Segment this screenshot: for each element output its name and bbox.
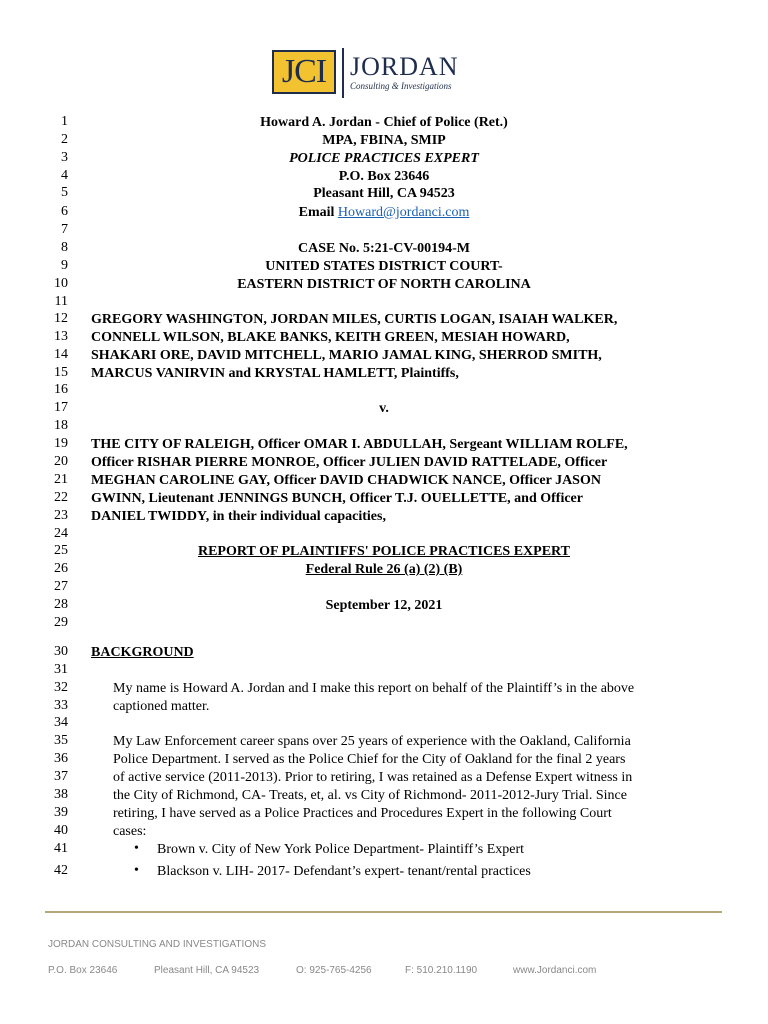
logo-tagline: Consulting & Investigations: [350, 81, 452, 91]
line-number: 11: [54, 294, 68, 309]
paragraph-line: of active service (2011-2013). Prior to retiring, I was retained as a Defense Expert witness in: [113, 770, 633, 785]
line-number: 26: [54, 561, 68, 576]
report-title: REPORT OF PLAINTIFFS' POLICE PRACTICES EXPERT: [197, 544, 570, 559]
line-number: 15: [54, 365, 68, 380]
case-number: CASE No. 5:21-CV-00194-M: [298, 241, 470, 256]
paragraph-line: My Law Enforcement career spans over 25 years of experience with the Oakland, California: [113, 734, 631, 749]
bullet-icon: •: [134, 863, 139, 878]
line-number: 21: [54, 472, 68, 487]
line-number: 35: [54, 733, 68, 748]
logo-name: JORDAN: [350, 52, 459, 81]
plaintiffs-line: CONNELL WILSON, BLAKE BANKS, KEITH GREEN, MESIAH HOWARD,: [91, 330, 570, 345]
line-number: 1: [61, 114, 68, 129]
line-number: 18: [54, 418, 68, 433]
logo-divider: [342, 48, 344, 98]
defendants-line: GWINN, Lieutenant JENNINGS BUNCH, Officer T.J. OUELLETTE, and Officer: [91, 491, 583, 506]
line-number: 32: [54, 680, 68, 695]
line-number: 3: [61, 150, 68, 165]
defendants-line: DANIEL TWIDDY, in their individual capacities,: [91, 509, 386, 524]
paragraph-line: cases:: [113, 824, 147, 839]
email-link[interactable]: Howard@jordanci.com: [337, 205, 470, 220]
line-number: 28: [54, 597, 68, 612]
line-number: 37: [54, 769, 68, 784]
line-number: 5: [61, 185, 68, 200]
footer-divider: [45, 911, 722, 913]
paragraph-line: captioned matter.: [113, 699, 210, 714]
line-number: 38: [54, 787, 68, 802]
line-number: 25: [54, 543, 68, 558]
report-rule: Federal Rule 26 (a) (2) (B): [305, 562, 463, 577]
footer-website: www.Jordanci.com: [513, 965, 597, 976]
line-number: 14: [54, 347, 68, 362]
line-number: 4: [61, 168, 68, 183]
court-district: EASTERN DISTRICT OF NORTH CAROLINA: [237, 277, 531, 292]
line-number: 8: [61, 240, 68, 255]
report-date: September 12, 2021: [325, 598, 443, 613]
versus: v.: [379, 401, 389, 416]
line-number: 31: [54, 662, 68, 677]
email-label: Email: [298, 205, 335, 220]
line-number: 12: [54, 311, 68, 326]
defendants-line: Officer RISHAR PIERRE MONROE, Officer JULIEN DAVID RATTELADE, Officer: [91, 455, 608, 470]
logo-mark: JCI: [272, 50, 336, 94]
line-number: 41: [54, 841, 68, 856]
footer-po-box: P.O. Box 23646: [48, 965, 118, 976]
line-number: 34: [54, 715, 68, 730]
line-number: 36: [54, 751, 68, 766]
court-name: UNITED STATES DISTRICT COURT-: [265, 259, 503, 274]
expert-credentials: MPA, FBINA, SMIP: [322, 133, 446, 148]
line-number: 2: [61, 132, 68, 147]
line-number: 39: [54, 805, 68, 820]
case-list-item: Brown v. City of New York Police Department- Plaintiff’s Expert: [157, 842, 525, 857]
line-number: 6: [61, 204, 68, 219]
line-number: 19: [54, 436, 68, 451]
line-number: 13: [54, 329, 68, 344]
bullet-icon: •: [134, 841, 139, 856]
line-number: 22: [54, 490, 68, 505]
line-number: 7: [61, 222, 68, 237]
defendants-line: MEGHAN CAROLINE GAY, Officer DAVID CHADWICK NANCE, Officer JASON: [91, 473, 601, 488]
line-number: 10: [54, 276, 68, 291]
line-number: 23: [54, 508, 68, 523]
line-number: 9: [61, 258, 68, 273]
footer-city: Pleasant Hill, CA 94523: [154, 965, 260, 976]
expert-email-line: [0, 204, 768, 221]
line-number: 16: [54, 382, 68, 397]
line-number: 40: [54, 823, 68, 838]
line-number: 33: [54, 698, 68, 713]
footer-phone: O: 925-765-4256: [296, 965, 372, 976]
expert-role: POLICE PRACTICES EXPERT: [289, 151, 479, 166]
plaintiffs-line: GREGORY WASHINGTON, JORDAN MILES, CURTIS LOGAN, ISAIAH WALKER,: [91, 312, 618, 327]
paragraph-line: Police Department. I served as the Police Chief for the City of Oakland for the final 2 years: [113, 752, 626, 767]
line-number: 20: [54, 454, 68, 469]
plaintiffs-line: MARCUS VANIRVIN and KRYSTAL HAMLETT, Plaintiffs,: [91, 366, 459, 381]
company-logo: [272, 48, 472, 98]
line-number: 30: [54, 644, 68, 659]
expert-city: Pleasant Hill, CA 94523: [313, 186, 455, 201]
case-list-item: Blackson v. LIH- 2017- Defendant’s expert- tenant/rental practices: [157, 864, 531, 879]
expert-name: Howard A. Jordan - Chief of Police (Ret.): [260, 115, 508, 130]
footer-fax: F: 510.210.1190: [405, 965, 478, 976]
line-number: 42: [54, 863, 68, 878]
defendants-line: THE CITY OF RALEIGH, Officer OMAR I. ABDULLAH, Sergeant WILLIAM ROLFE,: [91, 437, 628, 452]
paragraph-line: My name is Howard A. Jordan and I make this report on behalf of the Plaintiff’s in the above: [113, 681, 635, 696]
line-number: 29: [54, 615, 68, 630]
background-heading: BACKGROUND: [91, 645, 194, 660]
line-number: 24: [54, 526, 68, 541]
plaintiffs-line: SHAKARI ORE, DAVID MITCHELL, MARIO JAMAL KING, SHERROD SMITH,: [91, 348, 602, 363]
line-number: 17: [54, 400, 68, 415]
paragraph-line: the City of Richmond, CA- Treats, et, al. vs City of Richmond- 2011-2012-Jury Trial. Since: [113, 788, 627, 803]
paragraph-line: retiring, I have served as a Police Practices and Procedures Expert in the following Court: [113, 806, 612, 821]
footer-company: JORDAN CONSULTING AND INVESTIGATIONS: [48, 939, 266, 950]
line-number: 27: [54, 579, 68, 594]
expert-po-box: P.O. Box 23646: [338, 169, 430, 184]
